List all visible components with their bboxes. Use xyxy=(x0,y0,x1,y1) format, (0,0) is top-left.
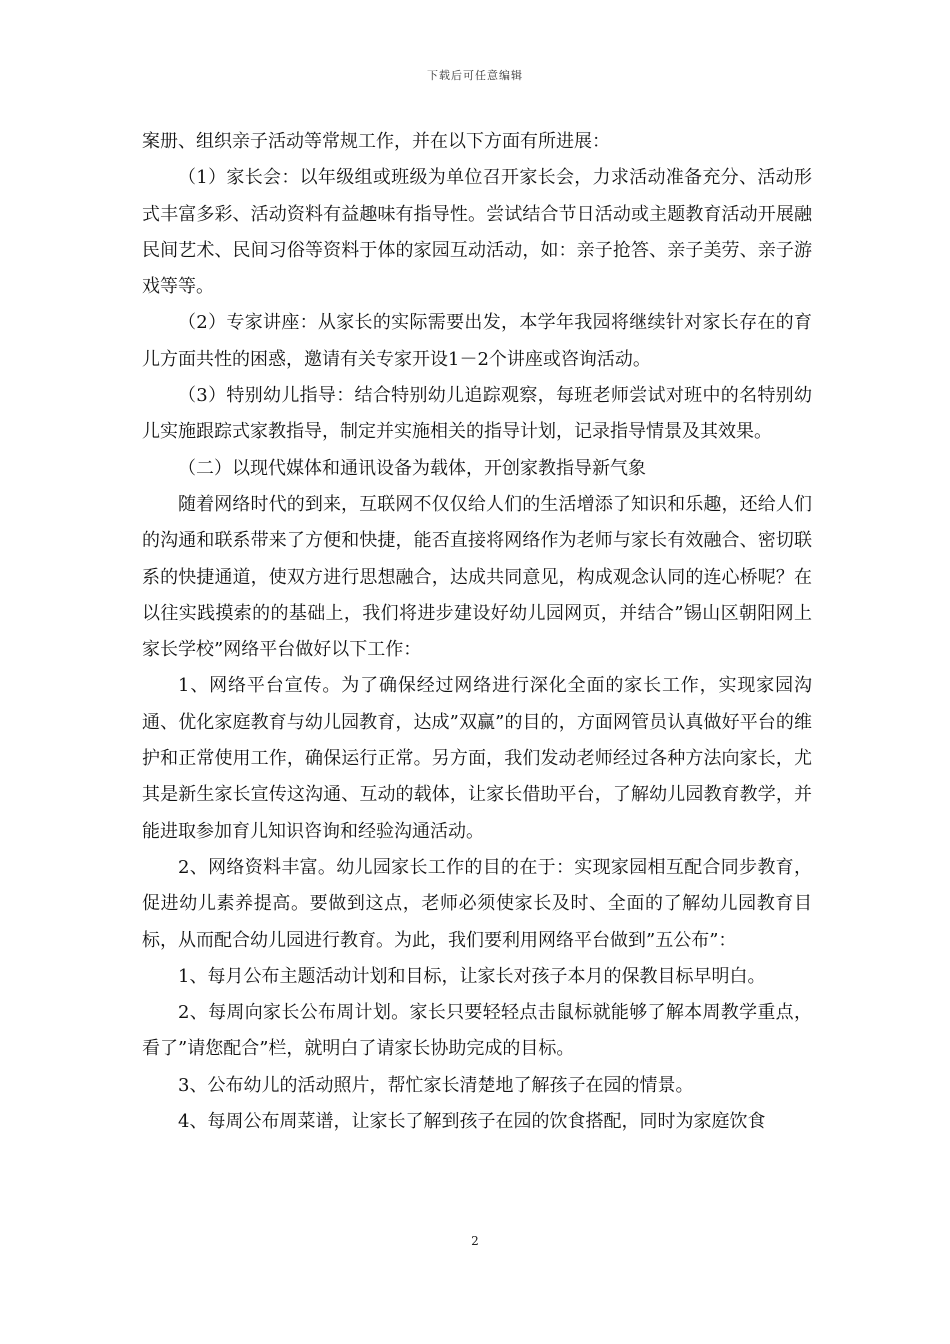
list-item-3: 3、公布幼儿的活动照片，帮忙家长清楚地了解孩子在园的情景。 xyxy=(178,1074,694,1096)
document-body xyxy=(142,124,812,1140)
paragraph-5: 随着网络时代的到来，互联网不仅仅给人们的生活增添了知识和乐趣，还给人们的沟通和联系带来了方便和快捷，能否直接将网络作为老师与家长有效融合、密切联系的快捷通道，使双方进行思想融合，达成共同意见，构成观念认同的连心桥呢？在以往实践摸索的的基础上，我们将进步建设好幼儿园网页，并结合”锡山区朝阳网上家长学校”网络平台做好以下工作： xyxy=(142,493,812,661)
paragraph-3: （3）特别幼儿指导：结合特别幼儿追踪观察，每班老师尝试对班中的名特别幼儿实施跟踪式家教指导，制定并实施相关的指导计划，记录指导情景及其效果。 xyxy=(142,385,812,443)
list-item-1: 1、每月公布主题活动计划和目标，让家长对孩子本月的保教目标早明白。 xyxy=(178,965,766,987)
paragraph-7: 2、网络资料丰富。幼儿园家长工作的目的在于：实现家园相互配合同步教育，促进幼儿素养提高。要做到这点，老师必须使家长及时、全面的了解幼儿园教育目标，从而配合幼儿园进行教育。为此，我们要利用网络平台做到”五公布”： xyxy=(142,856,812,951)
list-item-2: 2、每周向家长公布周计划。家长只要轻轻点击鼠标就能够了解本周教学重点，看了”请您配合”栏，就明白了请家长协助完成的目标。 xyxy=(142,1002,812,1060)
page-number: 2 xyxy=(471,1234,479,1248)
paragraph-0: 案册、组织亲子活动等常规工作，并在以下方面有所进展： xyxy=(142,131,610,152)
paragraph-2: （2）专家讲座：从家长的实际需要出发，本学年我园将继续针对家长存在的育儿方面共性的困惑，邀请有关专家开设1－2个讲座或咨询活动。 xyxy=(142,312,812,370)
page-header-note: 下载后可任意编辑 xyxy=(427,69,523,82)
paragraph-1: （1）家长会：以年级组或班级为单位召开家长会，力求活动准备充分、活动形式丰富多彩、活动资料有益趣味有指导性。尝试结合节日活动或主题教育活动开展融民间艺术、民间习俗等资料于体的家园互动活动，如：亲子抢答、亲子美劳、亲子游戏等等。 xyxy=(142,167,812,298)
paragraph-6: 1、网络平台宣传。为了确保经过网络进行深化全面的家长工作，实现家园沟通、优化家庭教育与幼儿园教育，达成”双赢”的目的，方面网管员认真做好平台的维护和正常使用工作，确保运行正常。另方面，我们发动老师经过各种方法向家长，尤其是新生家长宣传这沟通、互动的载体，让家长借助平台，了解幼儿园教育教学，并能进取参加育儿知识咨询和经验沟通活动。 xyxy=(142,675,812,842)
list-item-4: 4、每周公布周菜谱，让家长了解到孩子在园的饮食搭配，同时为家庭饮食 xyxy=(178,1111,766,1133)
section-heading: （二）以现代媒体和通讯设备为载体，开创家教指导新气象 xyxy=(178,457,646,479)
